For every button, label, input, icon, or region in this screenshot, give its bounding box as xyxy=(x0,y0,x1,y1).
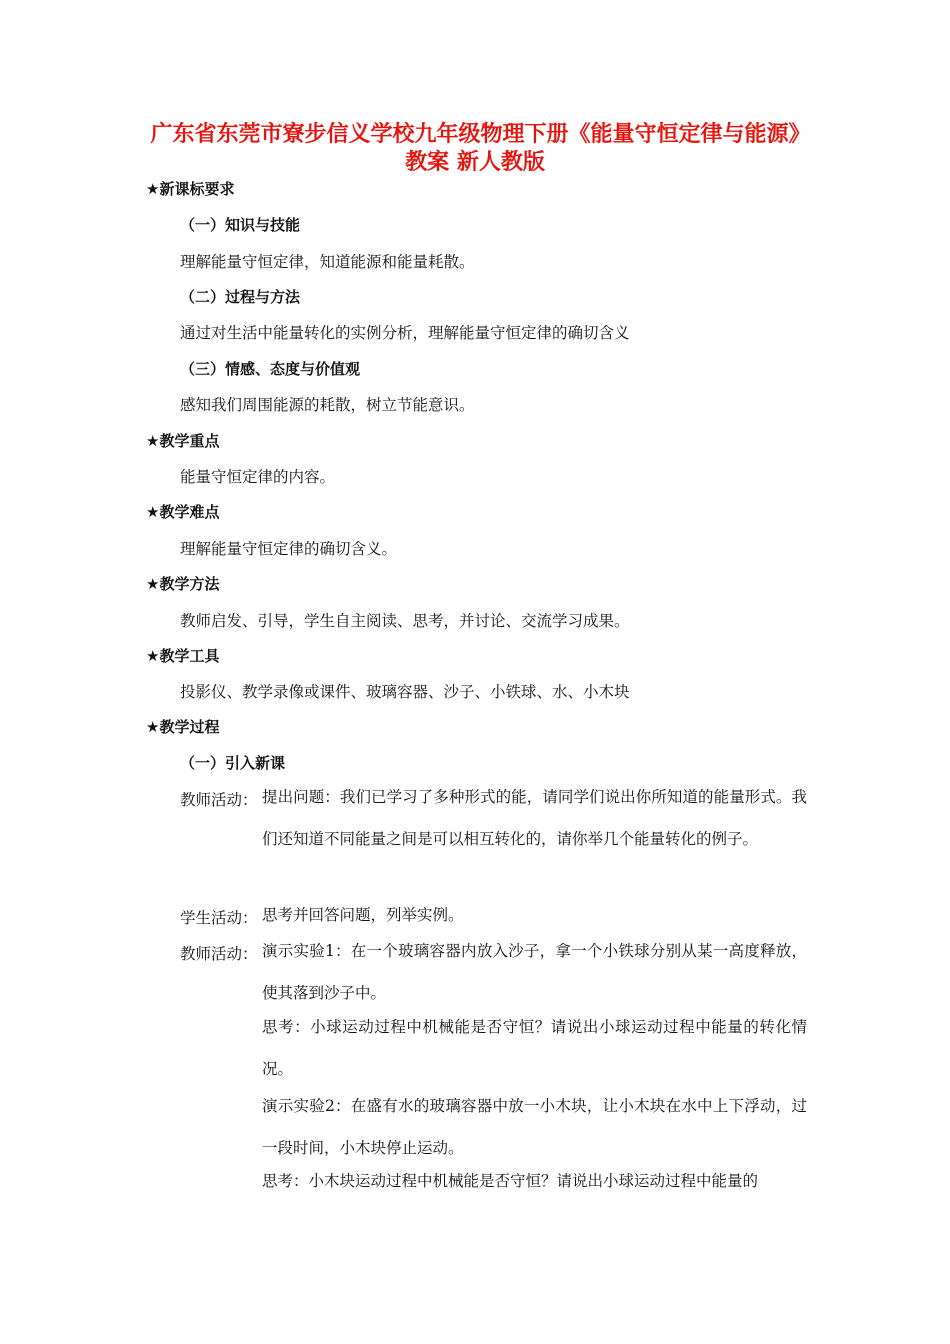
subheading-process: （二）过程与方法 xyxy=(180,288,301,306)
section-heading-difficulty: ★教学难点 xyxy=(146,503,220,521)
paragraph-attitude: 感知我们周围能源的耗散，树立节能意识。 xyxy=(180,396,475,414)
paragraph-tools: 投影仪、教学录像或课件、玻璃容器、沙子、小铁球、水、小木块 xyxy=(180,683,630,701)
experiment-2-text: 演示实验2：在盛有水的玻璃容器中放一小木块，让小木块在水中上下浮动，过一段时间，小木块停止运动。 xyxy=(262,1097,807,1157)
section-heading-procedure: ★教学过程 xyxy=(146,718,220,736)
paragraph-focus: 能量守恒定律的内容。 xyxy=(180,468,336,486)
section-heading-tools: ★教学工具 xyxy=(146,647,220,665)
subheading-knowledge: （一）知识与技能 xyxy=(180,216,301,234)
experiment-1-text: 演示实验1：在一个玻璃容器内放入沙子，拿一个小铁球分别从某一高度释放，使其落到沙子中。 xyxy=(262,942,807,1002)
paragraph-process: 通过对生活中能量转化的实例分析，理解能量守恒定律的确切含义 xyxy=(180,324,630,342)
paragraph-knowledge: 理解能量守恒定律，知道能源和能量耗散。 xyxy=(180,253,475,271)
teacher-activity-label-2: 教师活动： xyxy=(180,945,258,963)
paragraph-difficulty: 理解能量守恒定律的确切含义。 xyxy=(180,540,398,558)
document-title: 广东省东莞市寮步信义学校九年级物理下册《能量守恒定律与能源》教案 新人教版 xyxy=(150,122,800,175)
section-heading-focus: ★教学重点 xyxy=(146,432,220,450)
student-activity-label: 学生活动： xyxy=(180,909,258,927)
paragraph-method: 教师启发、引导，学生自主阅读、思考，并讨论、交流学习成果。 xyxy=(180,612,630,630)
section-heading-curriculum: ★新课标要求 xyxy=(146,180,235,198)
think-1-text: 思考：小球运动过程中机械能是否守恒？请说出小球运动过程中能量的转化情况。 xyxy=(262,1018,807,1078)
student-activity-text: 思考并回答问题，列举实例。 xyxy=(262,906,464,924)
subheading-intro: （一）引入新课 xyxy=(180,754,286,772)
section-heading-method: ★教学方法 xyxy=(146,575,220,593)
teacher-activity-text: 提出问题：我们已学习了多种形式的能，请同学们说出你所知道的能量形式。我们还知道不同能量之间是可以相互转化的，请你举几个能量转化的例子。 xyxy=(262,788,807,848)
think-2-text: 思考：小木块运动过程中机械能是否守恒？请说出小球运动过程中能量的 xyxy=(262,1172,759,1190)
subheading-attitude: （三）情感、态度与价值观 xyxy=(180,360,361,378)
teacher-activity-label: 教师活动： xyxy=(180,791,258,809)
